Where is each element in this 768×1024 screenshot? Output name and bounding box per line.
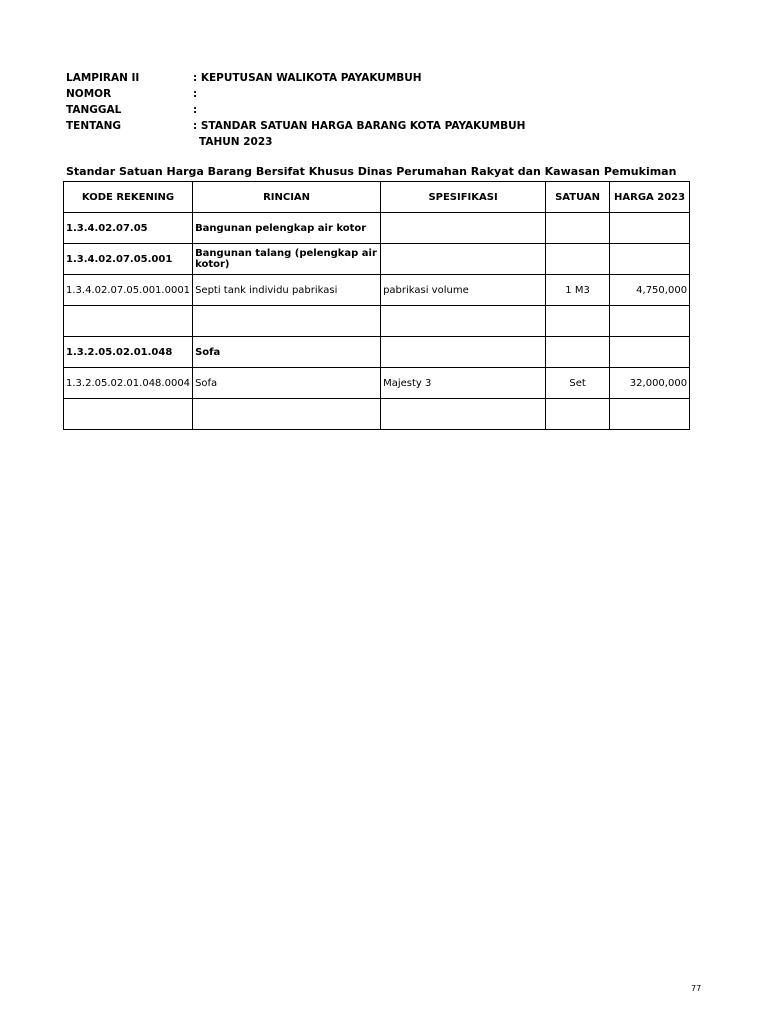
document-header (66, 70, 525, 150)
header-label: LAMPIRAN II (66, 72, 140, 84)
cell-spesifikasi: Majesty 3 (381, 368, 546, 399)
cell-rincian: Sofa (193, 337, 381, 368)
cell-satuan (546, 213, 610, 244)
cell-rincian (193, 399, 381, 430)
header-row-tentang (66, 118, 525, 134)
cell-rincian: Septi tank individu pabrikasi (193, 275, 381, 306)
header-row-nomor (66, 86, 525, 102)
table-row (64, 368, 690, 399)
table-header-row (64, 182, 690, 213)
cell-harga: 32,000,000 (610, 368, 690, 399)
cell-spesifikasi (381, 213, 546, 244)
table-row (64, 244, 690, 275)
cell-kode (64, 306, 193, 337)
header-label: TENTANG (66, 120, 122, 132)
cell-kode: 1.3.2.05.02.01.048 (64, 337, 193, 368)
table-row (64, 337, 690, 368)
cell-kode (64, 399, 193, 430)
cell-spesifikasi (381, 306, 546, 337)
cell-rincian: Sofa (193, 368, 381, 399)
header-label-empty (66, 134, 193, 150)
cell-satuan (546, 306, 610, 337)
header-value: TAHUN 2023 (199, 136, 273, 148)
header-row-tentang-continuation (66, 134, 525, 150)
cell-harga (610, 337, 690, 368)
column-header-rincian: RINCIAN (193, 182, 381, 213)
table-title: Standar Satuan Harga Barang Bersifat Khusus Dinas Perumahan Rakyat dan Kawasan Pemukiman (66, 165, 677, 178)
header-value: : STANDAR SATUAN HARGA BARANG KOTA PAYAKUMBUH (193, 120, 526, 132)
cell-spesifikasi (381, 244, 546, 275)
header-row-tanggal (66, 102, 525, 118)
cell-satuan (546, 399, 610, 430)
cell-kode: 1.3.4.02.07.05 (64, 213, 193, 244)
table-row-empty (64, 306, 690, 337)
column-header-satuan: SATUAN (546, 182, 610, 213)
cell-satuan (546, 337, 610, 368)
cell-satuan: Set (546, 368, 610, 399)
header-row-lampiran (66, 70, 525, 86)
cell-satuan (546, 244, 610, 275)
column-header-spesifikasi: SPESIFIKASI (381, 182, 546, 213)
header-value: : (193, 88, 198, 100)
header-value: : KEPUTUSAN WALIKOTA PAYAKUMBUH (193, 72, 422, 84)
column-header-harga: HARGA 2023 (610, 182, 690, 213)
table-row (64, 213, 690, 244)
cell-harga (610, 306, 690, 337)
cell-harga (610, 399, 690, 430)
cell-rincian (193, 306, 381, 337)
table-row (64, 275, 690, 306)
cell-kode: 1.3.4.02.07.05.001.0001 (64, 275, 193, 306)
table-row-empty (64, 399, 690, 430)
page-number: 77 (691, 984, 702, 993)
column-header-kode-rekening: KODE REKENING (64, 182, 193, 213)
header-label: NOMOR (66, 88, 112, 100)
cell-spesifikasi (381, 337, 546, 368)
cell-rincian: Bangunan talang (pelengkap air kotor) (193, 244, 381, 275)
header-label: TANGGAL (66, 104, 122, 116)
header-value: : (193, 104, 198, 116)
cell-harga (610, 244, 690, 275)
cell-rincian: Bangunan pelengkap air kotor (193, 213, 381, 244)
cell-satuan: 1 M3 (546, 275, 610, 306)
cell-harga (610, 213, 690, 244)
cell-kode: 1.3.4.02.07.05.001 (64, 244, 193, 275)
cell-harga: 4,750,000 (610, 275, 690, 306)
cell-kode: 1.3.2.05.02.01.048.0004 (64, 368, 193, 399)
cell-spesifikasi (381, 399, 546, 430)
cell-spesifikasi: pabrikasi volume (381, 275, 546, 306)
price-standard-table (63, 181, 690, 430)
